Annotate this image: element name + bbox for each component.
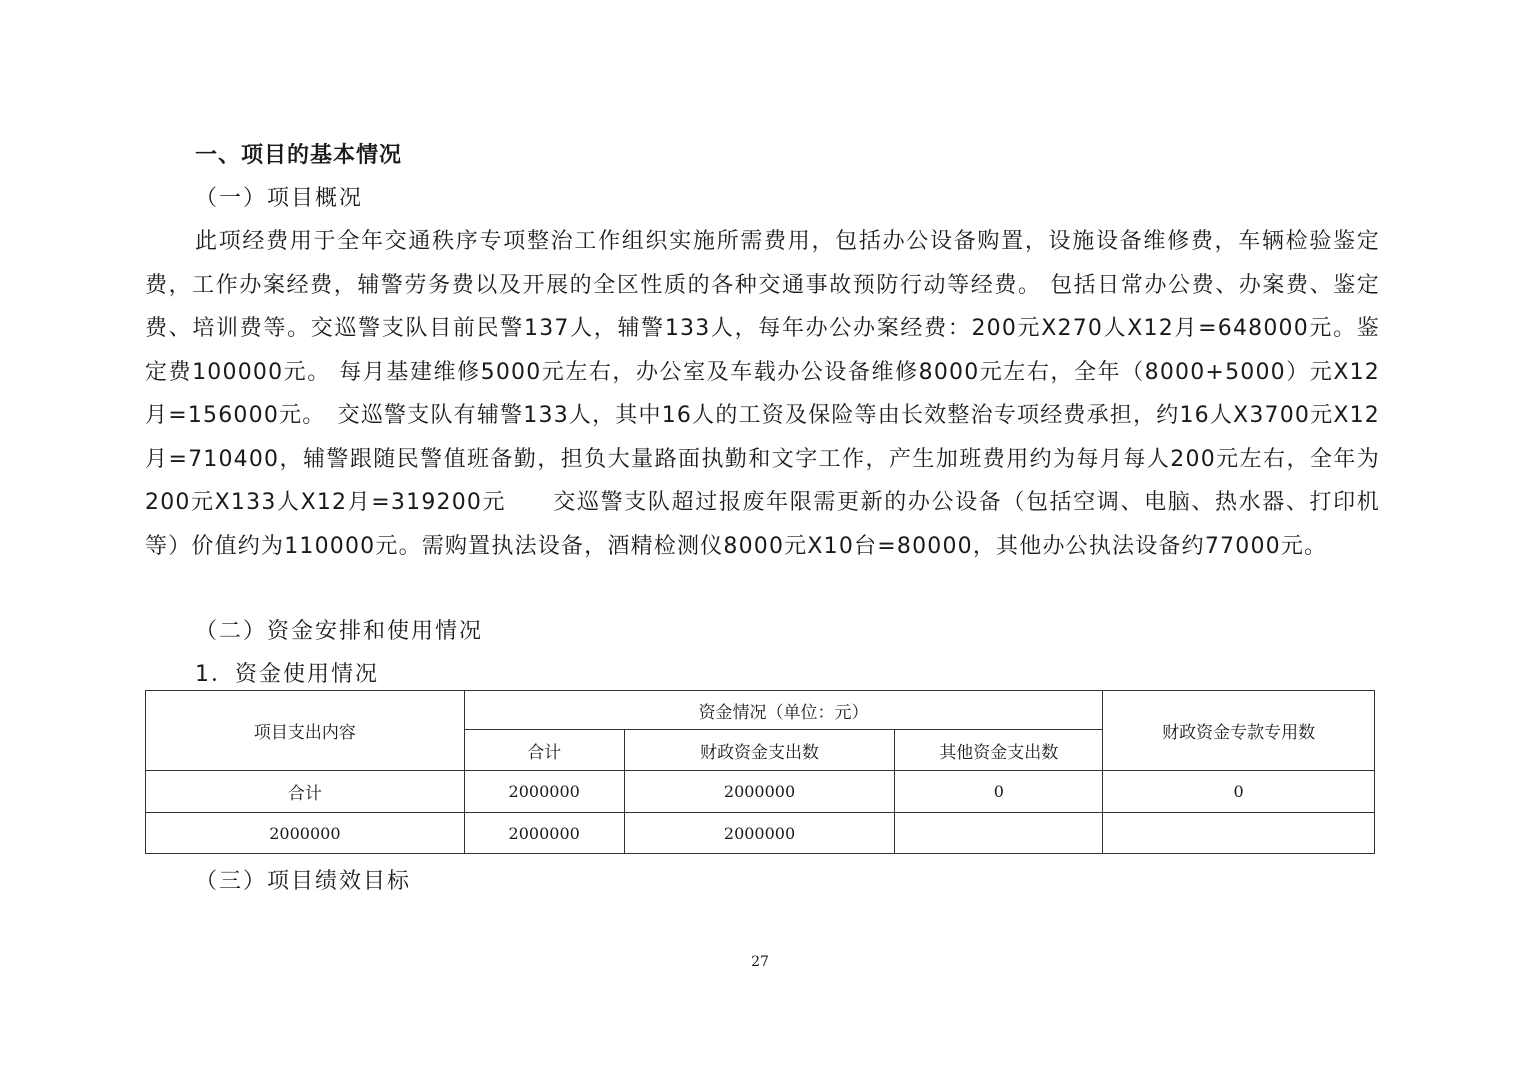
cell-total: 2000000 [464,813,624,854]
section-title: 一、项目的基本情况 [195,143,403,168]
table-header-row [146,691,1375,730]
subsection-overview-title: （一）项目概况 [195,186,364,211]
table-row [146,771,1375,813]
table-row [146,813,1375,854]
cell-special: 0 [1103,771,1375,813]
cell-fiscal: 2000000 [624,771,895,813]
header-funds-group: 资金情况（单位：元） [464,691,1102,730]
subsection-performance-title: （三）项目绩效目标 [195,869,412,894]
cell-total: 2000000 [464,771,624,813]
subsection-funding-title: （二）资金安排和使用情况 [195,619,484,644]
header-item-content: 项目支出内容 [146,691,465,771]
header-total: 合计 [464,730,624,771]
page-number: 27 [751,954,769,970]
header-other-expenditure: 其他资金支出数 [895,730,1103,771]
funding-usage-title: 1．资金使用情况 [195,662,379,687]
overview-paragraph: 此项经费用于全年交通秩序专项整治工作组织实施所需费用，包括办公设备购置，设施设备维修费，车辆检验鉴定费，工作办案经费，辅警劳务费以及开展的全区性质的各种交通事故预防行动等经费。 包括日常办公费、办案费、鉴定费、培训费等。交巡警支队目前民警137人，辅警133人，每年办公办案经费：200元X270人X12月=648000元。鉴定费100000元。 每月基建维修5000元左右，办公室及车载办公设备维修8000元左右，全年（8000+5000）元X12月=156000元。 交巡警支队有辅警133人，其中16人的工资及保险等由长效整治专项经费承担，约16人X3700元X12月=710400，辅警跟随民警值班备勤，担负大量路面执勤和文字工作，产生加班费用约为每月每人200元左右，全年为200元X133人X12月=319200元 交巡警支队超过报废年限需更新的办公设备（包括空调、电脑、热水器、打印机等）价值约为110000元。需购置执法设备，酒精检测仪8000元X10台=80000，其他办公执法设备约77000元。 [145,229,1380,559]
cell-other [895,813,1103,854]
funding-table [145,690,1375,854]
cell-item: 2000000 [146,813,465,854]
cell-item: 合计 [146,771,465,813]
cell-special [1103,813,1375,854]
header-special-funds: 财政资金专款专用数 [1103,691,1375,771]
cell-fiscal: 2000000 [624,813,895,854]
cell-other: 0 [895,771,1103,813]
header-fiscal-expenditure: 财政资金支出数 [624,730,895,771]
